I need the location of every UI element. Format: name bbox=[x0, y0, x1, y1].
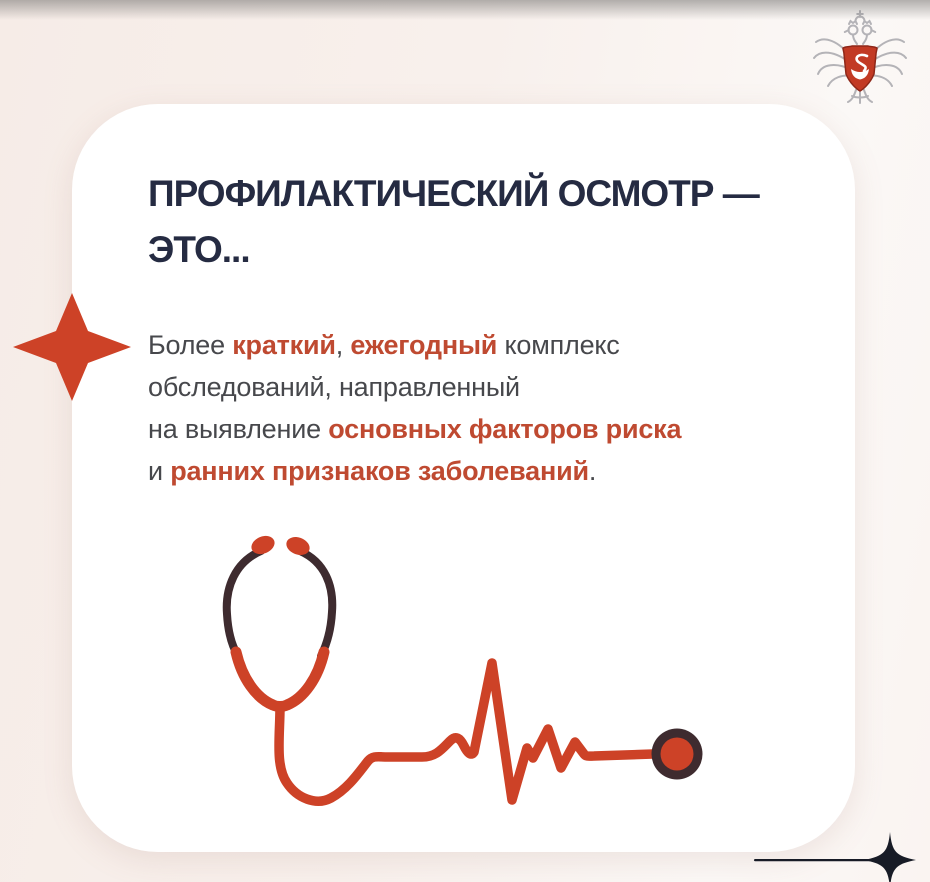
plain-text: , bbox=[335, 330, 351, 360]
plain-text: на выявление bbox=[148, 414, 329, 444]
eagle-tail bbox=[848, 90, 872, 103]
plain-text: . bbox=[588, 456, 597, 486]
top-edge-shading bbox=[0, 0, 930, 20]
highlighted-text: основных факторов риска bbox=[328, 414, 682, 444]
plain-text: обследований, направленный bbox=[148, 372, 520, 402]
four-point-star-icon bbox=[13, 293, 131, 401]
ministry-of-health-emblem-icon bbox=[810, 8, 910, 104]
stethoscope-heartbeat-illustration bbox=[180, 510, 740, 845]
page-title bbox=[148, 166, 808, 278]
title-line-1: ПРОФИЛАКТИЧЕСКИЙ ОСМОТР — bbox=[148, 173, 759, 214]
chest-piece-center bbox=[661, 738, 694, 771]
stethoscope-ear-tube-left bbox=[227, 551, 261, 656]
body-line bbox=[148, 366, 828, 408]
highlighted-text: ранних признаков заболеваний bbox=[170, 456, 589, 486]
stethoscope-ear-tube-right bbox=[300, 551, 332, 656]
plain-text: комплекс bbox=[497, 330, 620, 360]
emblem-shield bbox=[843, 46, 877, 91]
ecg-trace bbox=[279, 663, 653, 801]
body-line bbox=[148, 408, 828, 450]
sparkle-with-line-icon bbox=[752, 828, 930, 882]
highlighted-text: ежегодный bbox=[350, 330, 498, 360]
plain-text: Более bbox=[148, 330, 233, 360]
title-line-2: ЭТО... bbox=[148, 229, 250, 270]
highlighted-text: краткий bbox=[232, 330, 336, 360]
stethoscope-binaural-red bbox=[236, 652, 324, 707]
body-line bbox=[148, 324, 828, 366]
body-line bbox=[148, 450, 828, 492]
body-text bbox=[148, 324, 828, 492]
plain-text: и bbox=[148, 456, 171, 486]
